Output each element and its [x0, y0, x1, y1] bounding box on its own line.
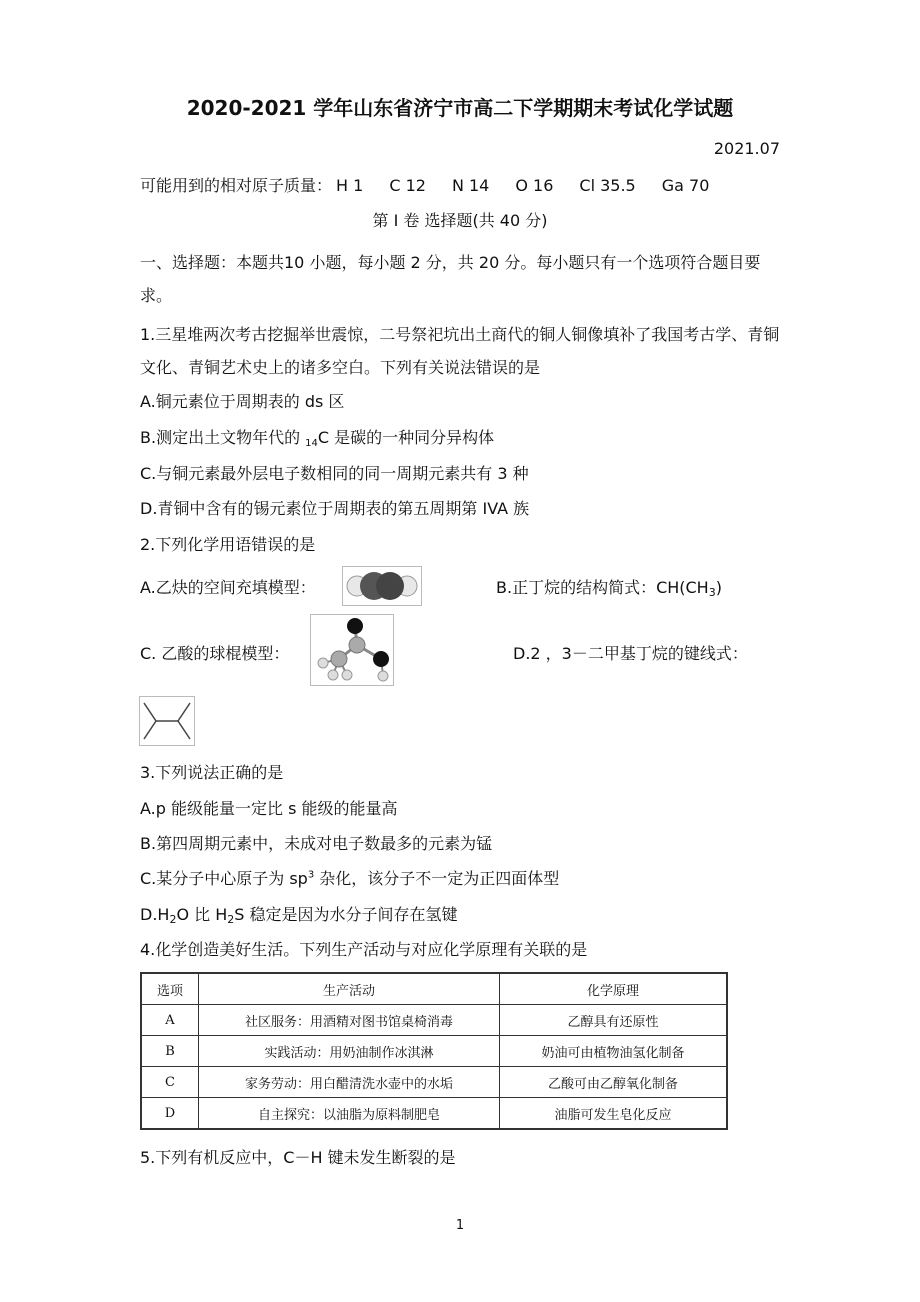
table-header: 选项: [141, 973, 199, 1005]
table-cell: B: [141, 1036, 199, 1067]
question-1-option-a: A.铜元素位于周期表的 ds 区: [140, 392, 345, 411]
q3d-sub2: 2: [227, 913, 235, 926]
table-cell: 实践活动：用奶油制作冰淇淋: [199, 1036, 500, 1067]
question-1-option-d: D.青铜中含有的锡元素位于周期表的第五周期第 IVA 族: [140, 499, 530, 518]
q3d-part2: O 比 H: [176, 905, 228, 924]
question-5-stem: 5.下列有机反应中，C－H 键未发生断裂的是: [140, 1148, 456, 1167]
table-cell: D: [141, 1098, 199, 1130]
page-title: 2020-2021 学年山东省济宁市高二下学期期末考试化学试题: [186, 96, 734, 120]
question-2-option-c: C. 乙酸的球棍模型：: [140, 644, 290, 663]
q2b-post: ): [715, 578, 722, 597]
table-row: [141, 1098, 727, 1130]
question-3-option-c: [140, 866, 559, 889]
acetic-acid-ball-stick-model: [310, 614, 394, 686]
table-cell: 家务劳动：用白醋清洗水壶中的水垢: [199, 1067, 500, 1098]
q3c-sup: 3: [307, 869, 315, 881]
hydrogen-atom: [328, 670, 338, 680]
oxygen-atom: [347, 618, 363, 634]
atomic-mass-n: N 14: [451, 176, 490, 195]
table-cell: 奶油可由植物油氢化制备: [500, 1036, 728, 1067]
question-1-option-b: [140, 425, 494, 449]
question-1-stem: 1.三星堆两次考古挖掘举世震惊，二号祭祀坑出土商代的铜人铜像填补了我国考古学、青铜文化、青铜艺术史上的诸多空白。下列有关说法错误的是: [140, 325, 780, 377]
table-header-row: [141, 973, 727, 1005]
q3c-post: 杂化，该分子不一定为正四面体型: [314, 869, 560, 888]
skeletal-formula-graphic: [140, 697, 194, 745]
table-cell: C: [141, 1067, 199, 1098]
question-4-stem: 4.化学创造美好生活。下列生产活动与对应化学原理有关联的是: [140, 940, 588, 959]
question-3-option-a: A.p 能级能量一定比 s 能级的能量高: [140, 799, 398, 818]
table-cell: A: [141, 1005, 199, 1036]
question-2-option-b: [496, 575, 722, 599]
question-3-stem: 3.下列说法正确的是: [140, 763, 284, 782]
page-number: 1: [455, 1218, 465, 1233]
table-row: [141, 1036, 727, 1067]
atomic-mass-line: [140, 173, 735, 196]
question-3-option-d: [140, 902, 458, 926]
acetic-acid-model-graphic: [311, 615, 393, 685]
question-2-option-a: A.乙炔的空间充填模型：: [140, 578, 316, 597]
atomic-mass-cl: Cl 35.5: [579, 176, 636, 195]
table-cell: 社区服务：用酒精对图书馆桌椅消毒: [199, 1005, 500, 1036]
q1b-pre: B.测定出土文物年代的: [140, 428, 306, 447]
question-2-option-d: D.2 ，3－二甲基丁烷的键线式：: [513, 644, 748, 663]
atomic-mass-h: H 1: [336, 176, 364, 195]
atomic-mass-c: C 12: [389, 176, 426, 195]
hydrogen-atom: [378, 671, 388, 681]
q2b-pre: B.正丁烷的结构简式：CH(CH: [496, 578, 709, 597]
q3d-part3: S 稳定是因为水分子间存在氢键: [234, 905, 458, 924]
dimethylbutane-skeletal-formula: [139, 696, 195, 746]
table-cell: 乙酸可由乙醇氧化制备: [500, 1067, 728, 1098]
atomic-mass-ga: Ga 70: [661, 176, 710, 195]
table-cell: 乙醇具有还原性: [500, 1005, 728, 1036]
table-cell: 自主探究：以油脂为原料制肥皂: [199, 1098, 500, 1130]
hydrogen-atom: [318, 658, 328, 668]
q3d-sub1: 2: [169, 913, 177, 926]
acetylene-space-filling-model: [342, 566, 422, 606]
q3d-part1: D.H: [140, 905, 170, 924]
oxygen-atom: [373, 651, 389, 667]
atomic-mass-o: O 16: [515, 176, 554, 195]
table-row: [141, 1067, 727, 1098]
table-header: 生产活动: [199, 973, 500, 1005]
q2b-sub: 3: [708, 586, 716, 599]
table-cell: 油脂可发生皂化反应: [500, 1098, 728, 1130]
atomic-mass-label: 可能用到的相对原子质量：: [140, 176, 333, 195]
question-1-option-c: C.与铜元素最外层电子数相同的同一周期元素共有 3 种: [140, 464, 529, 483]
exam-date: 2021.07: [713, 139, 780, 158]
carbon-atom: [376, 572, 404, 600]
question-2-stem: 2.下列化学用语错误的是: [140, 535, 316, 554]
table-row: [141, 1005, 727, 1036]
question-4-table: [140, 972, 728, 1130]
q1b-post: C 是碳的一种同分异构体: [317, 428, 495, 447]
part-heading: 第 I 卷 选择题(共 40 分): [372, 211, 548, 230]
q1b-sub: 14: [305, 438, 318, 449]
q3c-pre: C.某分子中心原子为 sp: [140, 869, 308, 888]
carbon-atom: [349, 637, 365, 653]
section-instructions: 一、选择题：本题共10 小题，每小题 2 分，共 20 分。每小题只有一个选项符合题目要求。: [140, 253, 761, 305]
hydrogen-atom: [342, 670, 352, 680]
question-3-option-b: B.第四周期元素中，未成对电子数最多的元素为锰: [140, 834, 493, 853]
table-header: 化学原理: [500, 973, 728, 1005]
acetylene-model-graphic: [343, 567, 421, 605]
carbon-atom: [331, 651, 347, 667]
